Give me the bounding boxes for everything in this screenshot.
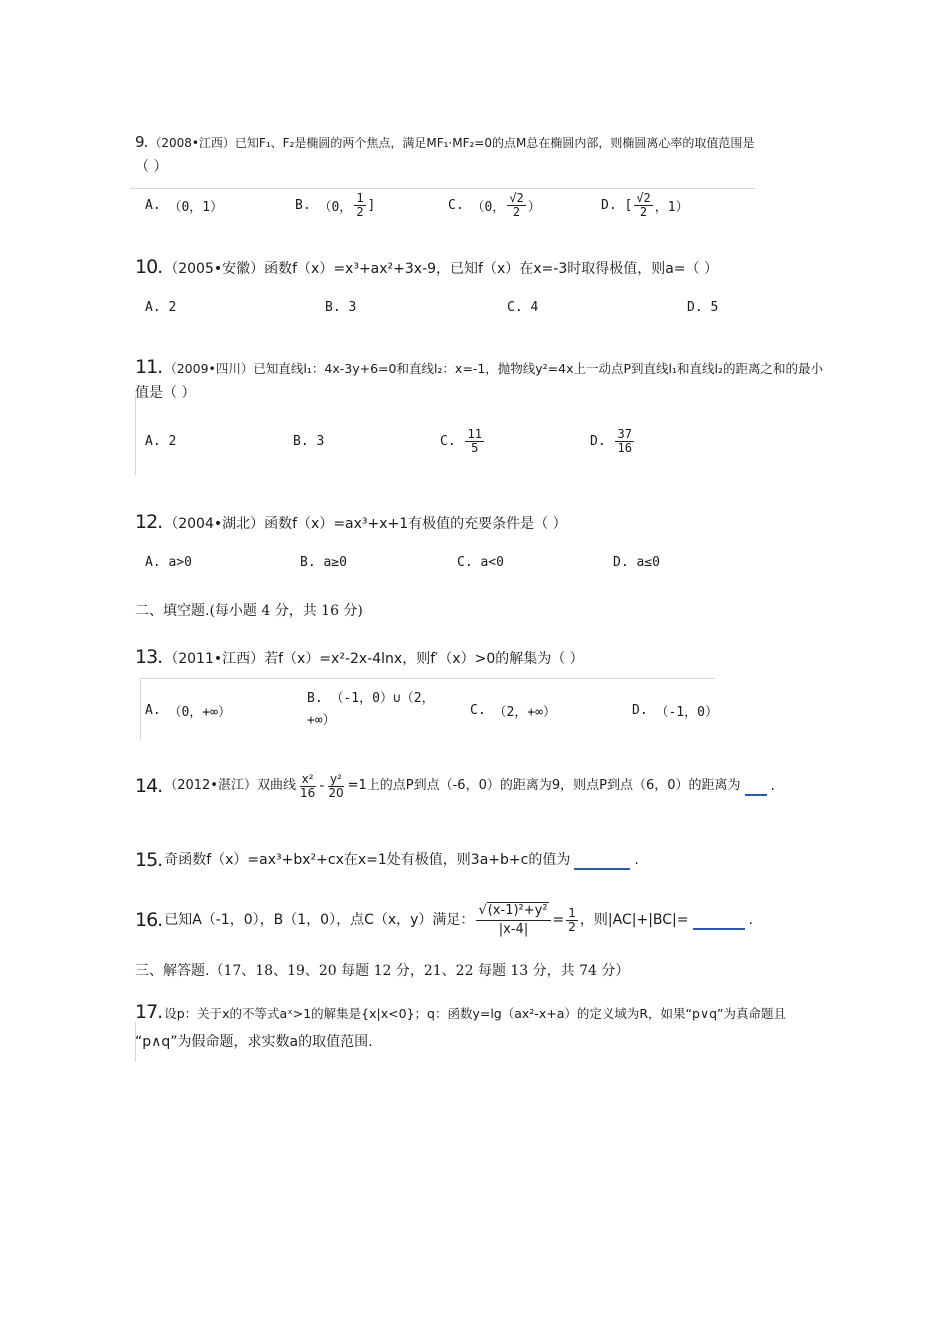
question-17 — [135, 1000, 787, 1054]
option-d: D. $\frac{37}{16}$ — [590, 426, 632, 455]
fraction: $\frac{1}{2}$ — [568, 905, 576, 934]
options — [135, 185, 775, 225]
question-9 — [135, 130, 775, 225]
question-stem: （2009•四川）已知直线l₁：4x-3y+6=0和直线l₂：x=-1，抛物线y²=4x上一动点P到直线l₁和直线l₂的距离之和的最小 — [164, 361, 824, 376]
option-a: A. 2 — [145, 299, 177, 315]
option-b: B. （0， $\frac{1}{2}$ ] — [295, 190, 376, 219]
question-stem: （2011•江西）若f（x）=x²-2x-4lnx，则f′（x）>0的解集为（ ） — [164, 651, 584, 667]
options — [135, 293, 775, 333]
fraction: $\frac{√2}{2}$ — [509, 190, 524, 219]
option-c: C. （2，+∞） — [470, 702, 556, 720]
option-d: D. a≤0 — [613, 554, 660, 570]
question-16: 16. 已知A（-1，0），B（1，0），点C（x，y）满足： $\frac{\text{√(x-1)²+y²}}{|x-4|}$ = $\frac{1}{2}$ ，则|AC|+|BC|= . — [135, 902, 753, 937]
question-number: 16. — [135, 909, 163, 931]
question-number: 11. — [135, 356, 163, 378]
question-stem: （2008•江西）已知F₁、F₂是椭圆的两个焦点，满足MF₁·MF₂=0的点M总在椭圆内部，则椭圆离心率的取值范围是 — [149, 136, 755, 150]
answer-blank[interactable] — [745, 776, 767, 796]
answer-blank[interactable] — [574, 850, 630, 870]
options — [135, 685, 775, 735]
option-c: C. 4 — [507, 299, 539, 315]
question-13 — [135, 645, 775, 735]
section-heading-fill-in: 二、填空题.(每小题 4 分，共 16 分) — [135, 603, 363, 619]
option-b: B. （-1，0）∪（2， +∞） — [307, 691, 435, 728]
section-heading-solutions: 三、解答题.（17、18、19、20 每题 12 分，21、22 每题 13 分，共 74 分） — [135, 963, 630, 979]
question-stem-cont: （ ） — [135, 159, 168, 175]
option-b: B. 3 — [293, 433, 325, 449]
option-d: D. 5 — [687, 299, 719, 315]
fraction: $\frac{√2}{2}$ — [636, 190, 651, 219]
option-c: C. （0， $\frac{√2}{2}$ ） — [448, 190, 541, 219]
option-c: C. a<0 — [457, 554, 504, 570]
question-stem-cont: 值是（ ） — [135, 385, 196, 401]
question-number: 14. — [135, 775, 163, 797]
option-a: A. 2 — [145, 433, 177, 449]
fraction: $\frac{1}{2}$ — [356, 190, 364, 219]
option-d: D. （-1，0） — [632, 702, 718, 720]
question-12 — [135, 510, 775, 588]
question-11 — [135, 355, 824, 461]
question-stem: （2012•湛江）双曲线 — [164, 778, 296, 793]
option-a: A. a>0 — [145, 554, 192, 570]
question-number: 13. — [135, 646, 163, 668]
question-14: 14. （2012•湛江）双曲线 $\frac{\text{x²}}{16}$ - $\frac{\text{y²}}{20}$ =1上的点P到点（-6，0）的距离为9，则点P到点（6，0）的距离为 . — [135, 771, 775, 800]
fraction: $\frac{\text{√(x-1)²+y²}}{|x-4|}$ — [476, 902, 550, 939]
question-number: 15. — [135, 849, 163, 871]
fraction: $\frac{\text{y²}}{20}$ — [328, 771, 344, 800]
question-number: 9. — [135, 133, 148, 151]
question-number: 17. — [135, 1001, 163, 1023]
question-stem: （2005•安徽）函数f（x）=x³+ax²+3x-9，已知f（x）在x=-3时取得极值，则a=（ ） — [164, 261, 718, 277]
answer-blank[interactable] — [693, 910, 745, 930]
question-stem: （2004•湖北）函数f（x）=ax³+x+1有极值的充要条件是（ ） — [164, 516, 567, 532]
option-a: A. （0，1） — [145, 197, 224, 215]
option-a: A. （0，+∞） — [145, 702, 231, 720]
options — [135, 548, 775, 588]
fraction: $\frac{11}{5}$ — [467, 426, 482, 455]
option-c: C. $\frac{11}{5}$ — [440, 426, 482, 455]
question-stem: 已知A（-1，0），B（1，0），点C（x，y）满足： — [164, 912, 475, 928]
option-b: B. 3 — [325, 299, 357, 315]
fraction: $\frac{\text{x²}}{16}$ — [299, 771, 316, 800]
question-stem: 设p：关于x的不等式aˣ>1的解集是{x|x<0}；q：函数y=lg（ax²-x+a）的定义域为R，如果“p∨q”为真命题且 — [164, 1006, 787, 1021]
question-15: 15. 奇函数f（x）=ax³+bx²+cx在x=1处有极值，则3a+b+c的值为 . — [135, 849, 639, 871]
options — [135, 421, 775, 461]
question-stem: 奇函数f（x）=ax³+bx²+cx在x=1处有极值，则3a+b+c的值为 — [164, 852, 571, 868]
question-10 — [135, 255, 775, 333]
fraction: $\frac{37}{16}$ — [617, 426, 632, 455]
question-number: 10. — [135, 256, 163, 278]
option-d: D. [ $\frac{√2}{2}$ ，1） — [601, 190, 689, 219]
option-b: B. a≥0 — [300, 554, 347, 570]
question-number: 12. — [135, 511, 163, 533]
question-stem-cont: “p∧q”为假命题，求实数a的取值范围. — [135, 1034, 373, 1050]
